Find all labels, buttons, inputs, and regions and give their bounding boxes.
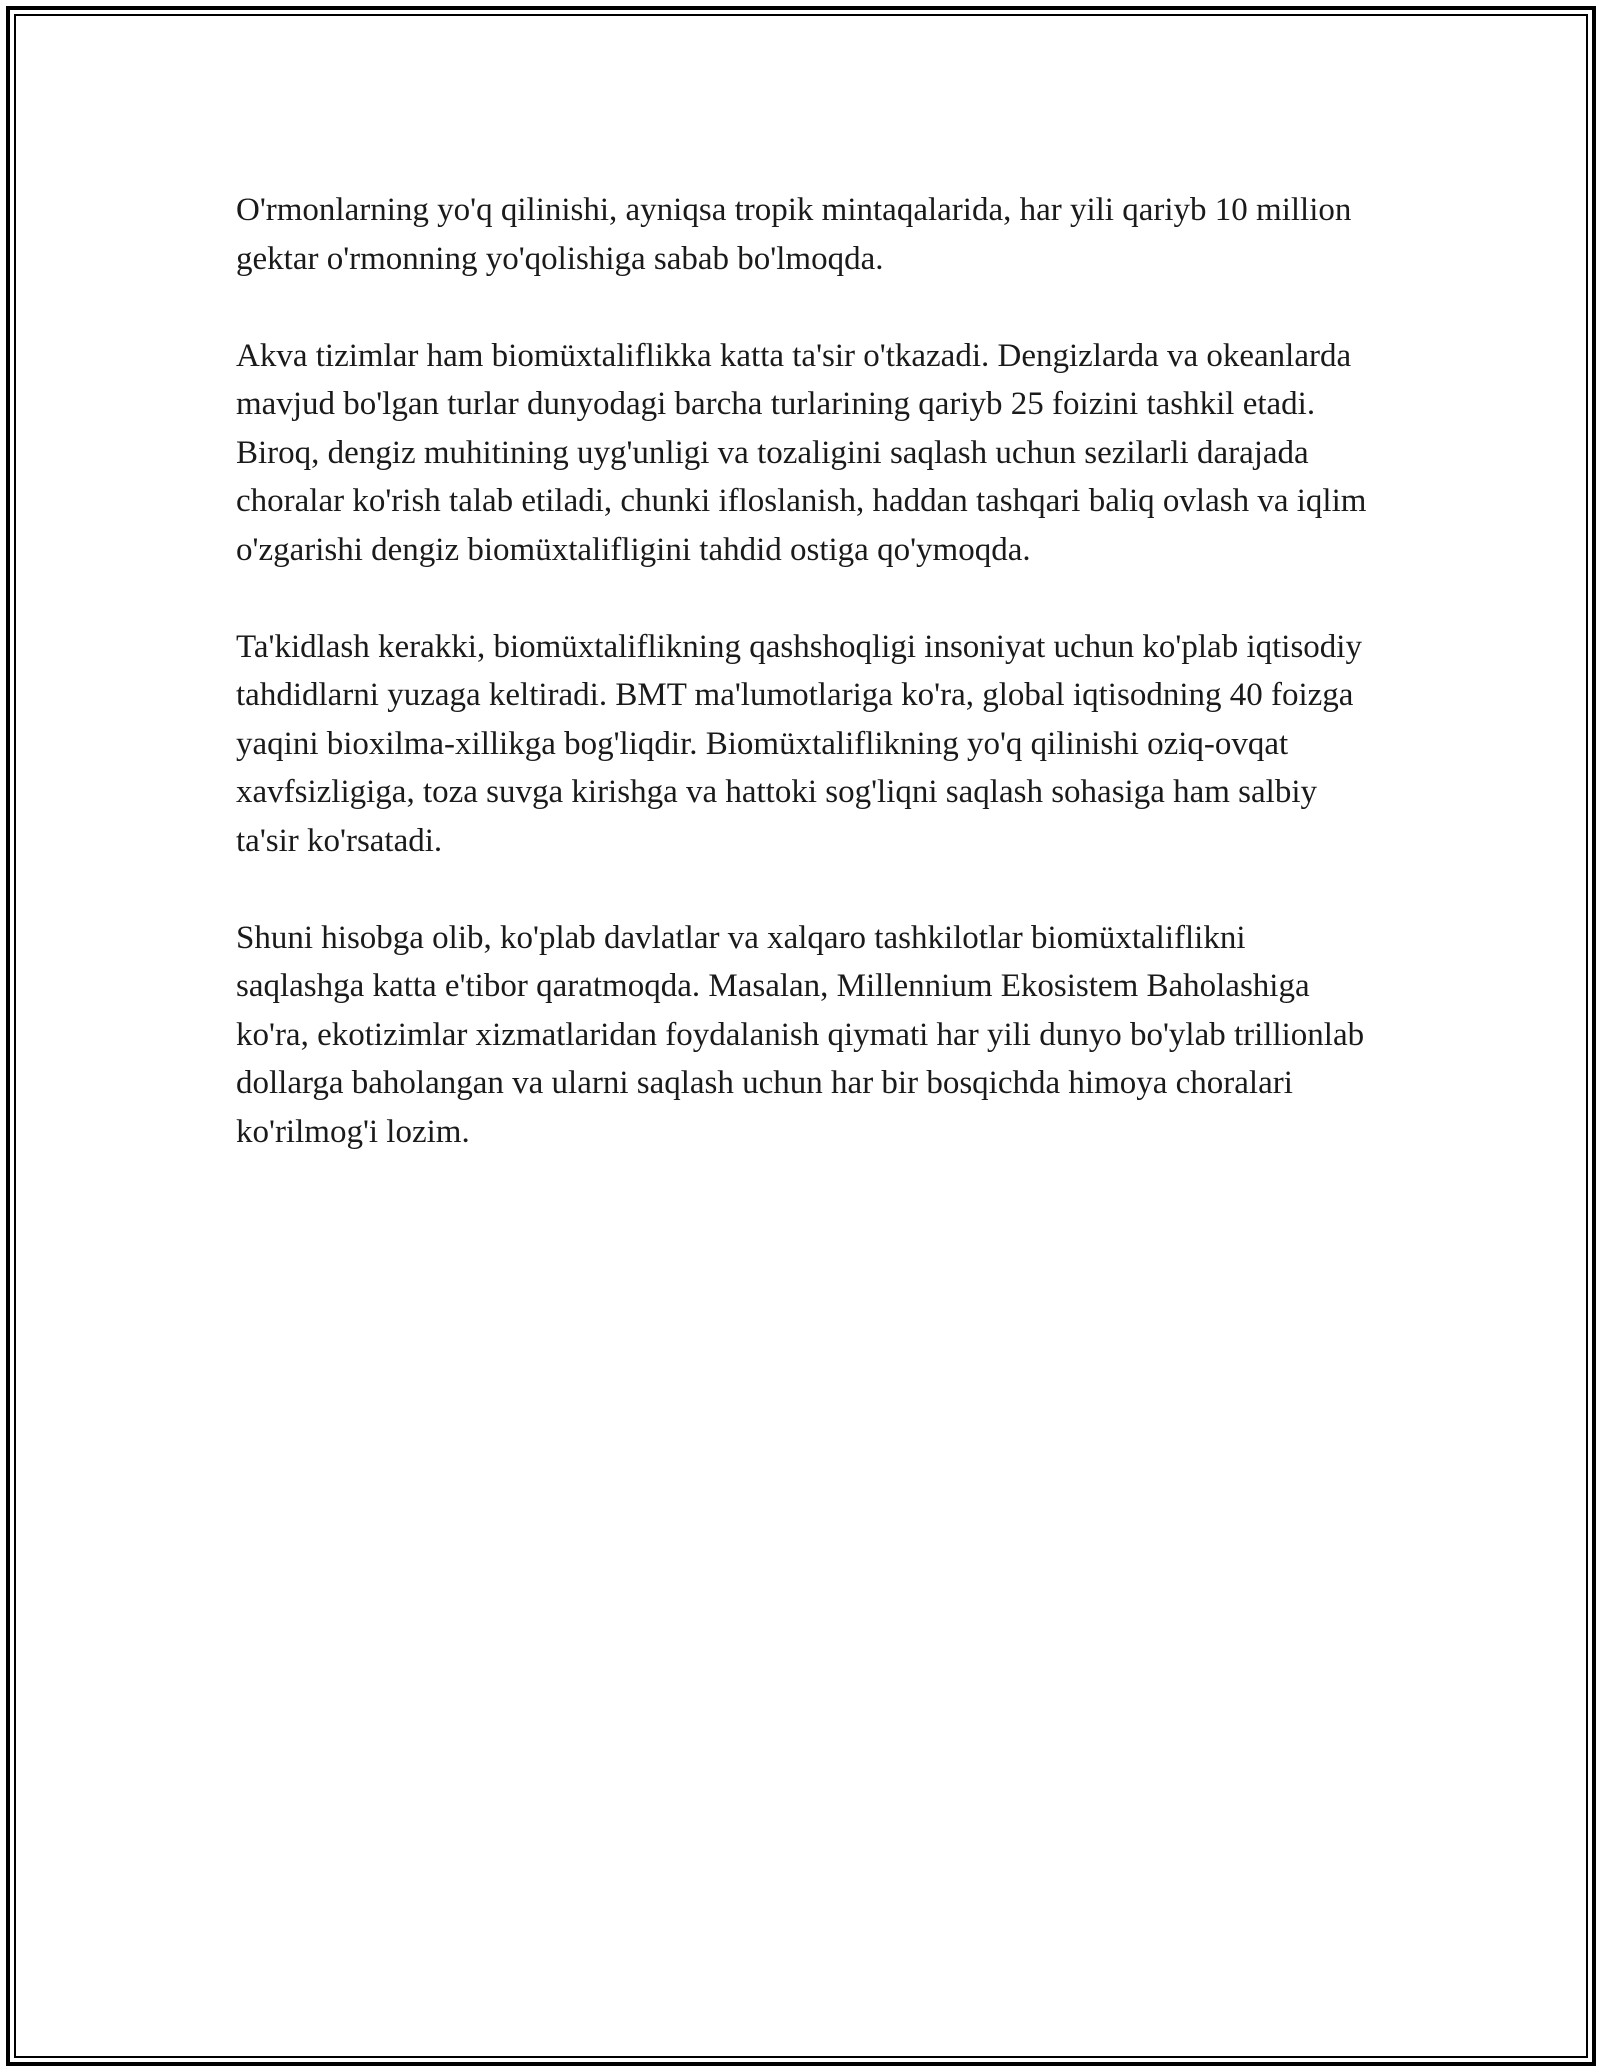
paragraph-deforestation: O'rmonlarning yo'q qilinishi, ayniqsa tropik mintaqalarida, har yili qariyb 10 million gektar o'rmonning yo'qolishiga sabab bo'lmoqda.	[236, 192, 1352, 277]
document-body	[236, 186, 1376, 1205]
paragraph-conservation-efforts: Shuni hisobga olib, ko'plab davlatlar va xalqaro tashkilotlar biomüxtaliflikni saqlashga katta e'tibor qaratmoqda. Masalan, Millennium Ekosistem Baholashiga ko'ra, ekotizimlar xizmatlaridan foydalanish qiymati har yili dunyo bo'ylab trillionlab dollarga baholangan va ularni saqlash uchun har bir bosqichda himoya choralari ko'rilmog'i lozim.	[236, 919, 1365, 1150]
paragraph-economic-threats: Ta'kidlash kerakki, biomüxtaliflikning qashshoqligi insoniyat uchun ko'plab iqtisodiy tahdidlarni yuzaga keltiradi. BMT ma'lumotlariga ko'ra, global iqtisodning 40 foizga yaqini bioxilma-xillikga bog'liqdir. Biomüxtaliflikning yo'q qilinishi oziq-ovqat xavfsizligiga, toza suvga kirishga va hattoki sog'liqni saqlash sohasiga ham salbiy ta'sir ko'rsatadi.	[236, 628, 1362, 859]
paragraph-aquatic-systems: Akva tizimlar ham biomüxtaliflikka katta ta'sir o'tkazadi. Dengizlarda va okeanlarda mavjud bo'lgan turlar dunyodagi barcha turlarining qariyb 25 foizini tashkil etadi. Biroq, dengiz muhitining uyg'unligi va tozaligini saqlash uchun sezilarli darajada choralar ko'rish talab etiladi, chunki ifloslanish, haddan tashqari baliq ovlash va iqlim o'zgarishi dengiz biomüxtalifligini tahdid ostiga qo'ymoqda.	[236, 337, 1367, 568]
